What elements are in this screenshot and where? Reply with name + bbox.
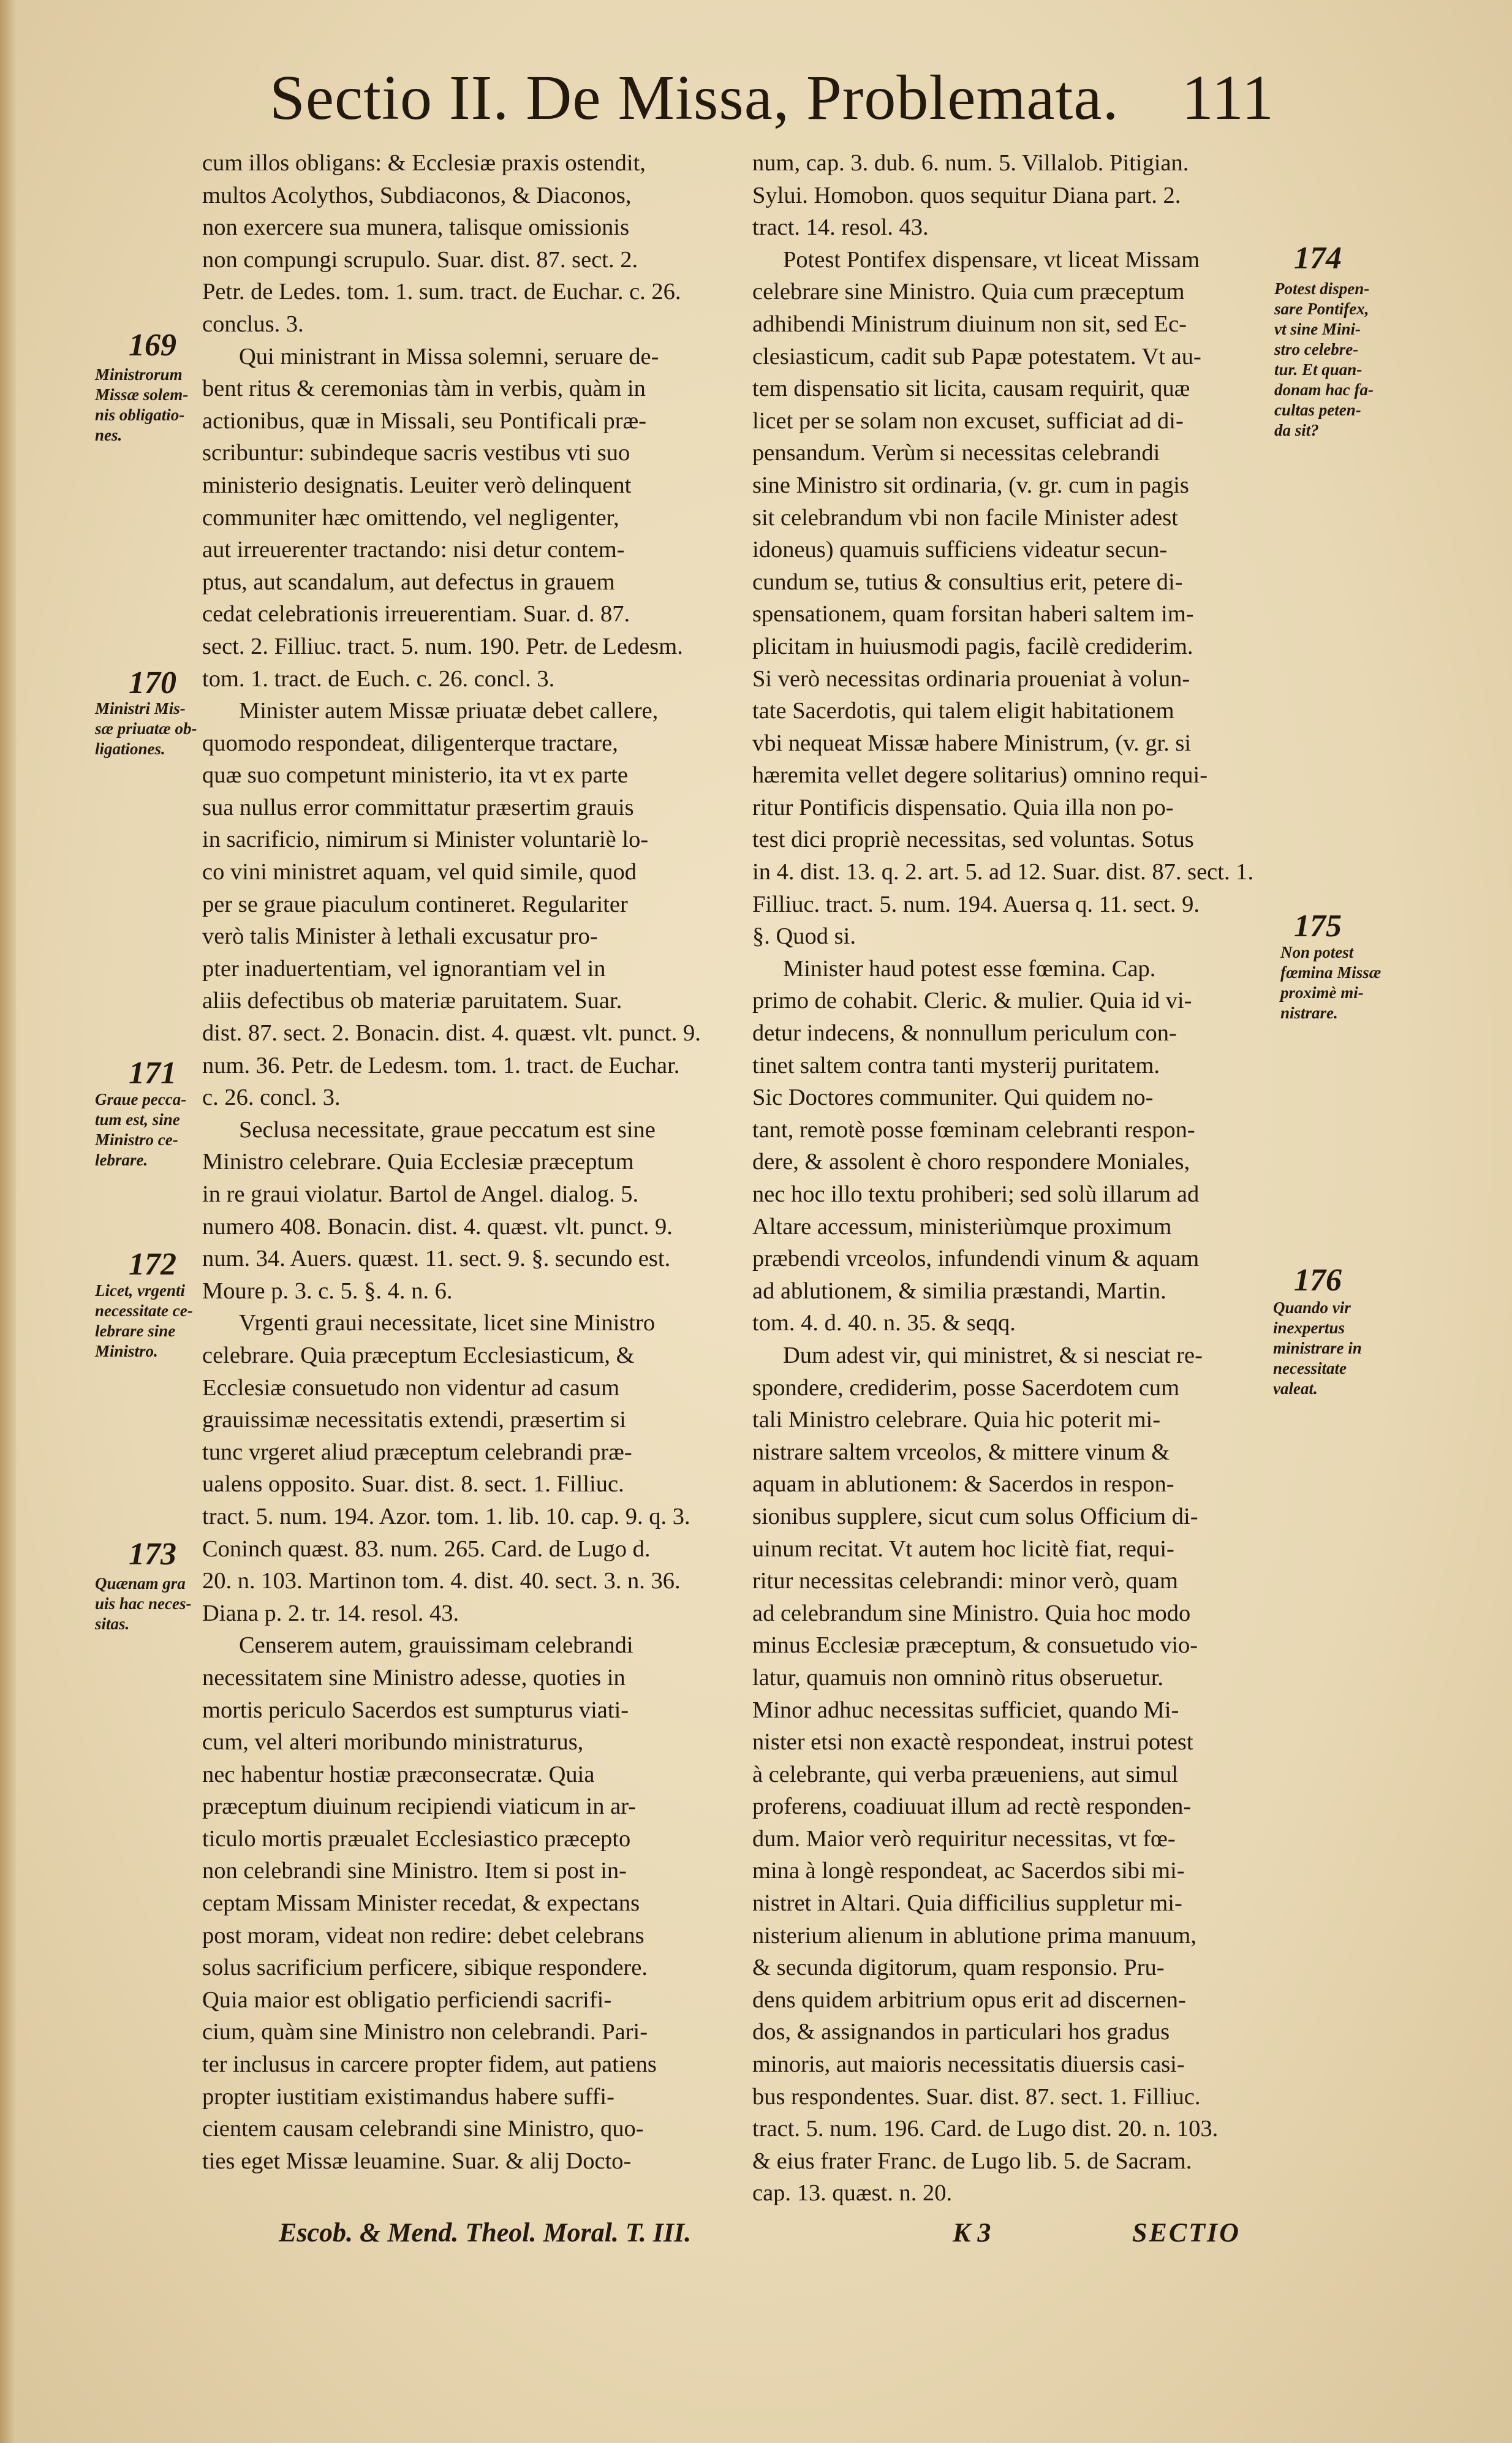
text-line: Altare accessum, ministeriùmque proximum — [752, 1213, 1172, 1240]
text-line: sine Ministro sit ordinaria, (v. gr. cum in pagis — [752, 472, 1189, 498]
text-line: quæ suo competunt ministerio, ita vt ex parte — [202, 762, 629, 789]
text-line: dere, & assolent è choro respondere Moniales, — [752, 1149, 1190, 1175]
text-line: bus respondentes. Suar. dist. 87. sect. 1. Filliuc. — [752, 2083, 1201, 2110]
note-line: nes. — [95, 426, 123, 444]
right-text-column — [752, 147, 1266, 2210]
note-line: necessitate ce- — [95, 1301, 193, 1320]
text-line: ptus, aut scandalum, aut defectus in grauem — [202, 569, 615, 595]
note-line: proximè mi- — [1280, 983, 1364, 1002]
text-line: Coninch quæst. 83. num. 265. Card. de Lugo d. — [202, 1536, 651, 1562]
note-line: sæ priuatæ ob- — [95, 719, 197, 738]
text-line: cundum se, tutius & consultius erit, petere di- — [752, 569, 1183, 595]
text-line: spondere, crediderim, posse Sacerdotem cum — [752, 1374, 1180, 1401]
text-line: ceptam Missam Minister recedat, & expectans — [202, 1890, 640, 1917]
text-line: tom. 1. tract. de Euch. c. 26. concl. 3. — [202, 665, 555, 692]
text-line: dist. 87. sect. 2. Bonacin. dist. 4. quæst. vlt. punct. 9. — [202, 1020, 701, 1047]
text-line: pter inaduertentiam, vel ignorantiam vel in — [202, 955, 606, 982]
text-line: tinet saltem contra tanti mysterij puritatem. — [752, 1052, 1160, 1078]
text-line: tate Sacerdotis, qui talem eligit habitationem — [752, 698, 1174, 724]
note-line: lebrare sine — [95, 1322, 176, 1340]
paragraph-number: 169 — [129, 328, 176, 363]
note-line: da sit? — [1274, 421, 1319, 439]
marginal-note — [1273, 1298, 1362, 1399]
marginal-note — [95, 1089, 186, 1170]
text-line: tract. 14. resol. 43. — [752, 214, 929, 241]
text-line: test dici propriè necessitas, sed voluntas. Sotus — [752, 827, 1194, 853]
text-line: præbendi vrceolos, infundendi vinum & aquam — [752, 1246, 1200, 1272]
text-line: quomodo respondeat, diligenterque tractare, — [202, 730, 618, 756]
text-line: ticulo mortis præualet Ecclesiastico præcepto — [202, 1825, 631, 1852]
text-line: proferens, coadiuuat illum ad rectè responden- — [752, 1793, 1192, 1820]
note-line: necessitate — [1273, 1359, 1347, 1377]
text-line: mortis periculo Sacerdos est sumpturus viati- — [202, 1697, 629, 1723]
text-line: cedat celebrationis irreuerentiam. Suar. d. 87. — [202, 601, 630, 627]
text-line: ad celebrandum sine Ministro. Quia hoc modo — [752, 1600, 1191, 1626]
text-line: Petr. de Ledes. tom. 1. sum. tract. de Euchar. c. 26. — [202, 279, 681, 305]
text-line: non compungi scrupulo. Suar. dist. 87. sect. 2. — [202, 246, 638, 273]
text-line: num. 34. Auers. quæst. 11. sect. 9. §. secundo est. — [202, 1246, 671, 1272]
note-line: nistrare. — [1280, 1004, 1338, 1022]
text-line: licet per se solam non excuset, sufficiat ad di- — [752, 407, 1184, 434]
marginal-note — [1280, 942, 1381, 1023]
marginal-note — [95, 699, 197, 759]
text-line: pensandum. Verùm si necessitas celebrandi — [752, 440, 1160, 466]
note-line: Missæ solem- — [95, 385, 189, 404]
text-line: Sic Doctores communiter. Qui quidem no- — [752, 1085, 1154, 1111]
note-line: tur. Et quan- — [1274, 360, 1363, 379]
text-line: ministerio designatis. Leuiter verò delinquent — [202, 472, 632, 498]
note-line: sitas. — [95, 1615, 130, 1633]
text-line: tom. 4. d. 40. n. 35. & seqq. — [752, 1310, 1016, 1336]
text-line: Seclusa necessitate, graue peccatum est sine — [239, 1116, 656, 1143]
note-line: uis hac neces- — [95, 1594, 192, 1613]
text-line: nister etsi non exactè respondeat, instrui potest — [752, 1729, 1193, 1756]
note-line: vt sine Mini- — [1274, 320, 1361, 338]
note-line: Potest dispen- — [1274, 279, 1370, 298]
text-line: præceptum diuinum recipiendi viaticum in ar- — [202, 1793, 637, 1820]
footer-catchline: Escob. & Mend. Theol. Moral. T. III. — [279, 2218, 692, 2248]
text-line: cientem causam celebrandi sine Ministro, quo- — [202, 2116, 644, 2142]
text-line: vbi nequeat Missæ habere Ministrum, (v. gr. si — [752, 730, 1192, 756]
text-line: Dum adest vir, qui ministret, & si nesciat re- — [783, 1342, 1203, 1368]
text-line: numero 408. Bonacin. dist. 4. quæst. vlt. punct. 9. — [202, 1213, 673, 1240]
text-line: per se graue piaculum contineret. Regulariter — [202, 891, 628, 917]
text-line: tract. 5. num. 194. Azor. tom. 1. lib. 10. cap. 9. q. 3. — [202, 1503, 690, 1529]
note-line: Ministro ce- — [95, 1131, 178, 1149]
note-line: nis obligatio- — [95, 406, 185, 424]
marginal-note — [1274, 279, 1374, 441]
text-line: dum. Maior verò requiritur necessitas, vt fœ- — [752, 1825, 1176, 1852]
text-line: plicitam in huiusmodi pagis, facilè crediderim. — [752, 633, 1193, 659]
left-text-column — [202, 147, 728, 2177]
text-line: à celebrante, qui verba præueniens, aut simul — [752, 1761, 1178, 1787]
text-line: 20. n. 103. Martinon tom. 4. dist. 40. sect. 3. n. 36. — [202, 1568, 681, 1594]
text-line: uinum recitat. Vt autem hoc licitè fiat, requi- — [752, 1536, 1174, 1562]
text-line: Potest Pontifex dispensare, vt liceat Missam — [783, 246, 1200, 273]
text-line: §. Quod si. — [752, 923, 856, 950]
text-line: ritur Pontificis dispensatio. Quia illa non po- — [752, 794, 1174, 820]
text-line: aut irreuerenter tractando: nisi detur contem- — [202, 537, 625, 563]
text-line: verò talis Minister à lethali excusatur pro- — [202, 923, 598, 950]
text-line: dos, & assignandos in particulari hos gradus — [752, 2019, 1170, 2045]
text-line: clesiasticum, cadit sub Papæ potestatem. Vt au- — [752, 343, 1201, 369]
paragraph-number: 171 — [129, 1056, 176, 1091]
text-line: aquam in ablutionem: & Sacerdos in respon- — [752, 1471, 1174, 1498]
text-line: non celebrandi sine Ministro. Item si post in- — [202, 1858, 627, 1884]
text-line: communiter hæc omittendo, vel negligenter, — [202, 504, 619, 531]
paragraph-number: 176 — [1294, 1263, 1342, 1298]
text-line: actionibus, quæ in Missali, seu Pontificali præ- — [202, 407, 647, 434]
text-line: primo de cohabit. Cleric. & mulier. Quia id vi- — [752, 988, 1192, 1014]
text-line: minoris, aut maioris necessitatis diuersis casi- — [752, 2051, 1185, 2078]
paragraph-number: 170 — [129, 665, 176, 700]
text-line: ualens opposito. Suar. dist. 8. sect. 1. Filliuc. — [202, 1471, 624, 1498]
text-line: nistrare saltem vrceolos, & mittere vinum & — [752, 1439, 1170, 1465]
text-line: celebrare sine Ministro. Quia cum præceptum — [752, 279, 1185, 305]
text-line: Minister autem Missæ priuatæ debet callere, — [239, 698, 659, 724]
text-line: in 4. dist. 13. q. 2. art. 5. ad 12. Suar. dist. 87. sect. 1. — [752, 859, 1254, 885]
marginal-note — [95, 365, 188, 445]
text-line: Qui ministrant in Missa solemni, seruare de- — [239, 343, 659, 369]
text-line: Sylui. Homobon. quos sequitur Diana part. 2. — [752, 182, 1181, 208]
text-line: tem dispensatio sit licita, causam requirit, quæ — [752, 376, 1190, 402]
text-line: detur indecens, & nonnullum periculum con- — [752, 1020, 1177, 1047]
note-line: donam hac fa- — [1274, 381, 1374, 399]
text-line: tract. 5. num. 196. Card. de Lugo dist. 20. n. 103. — [752, 2116, 1219, 2142]
text-line: tant, remotè posse fœminam celebranti respon- — [752, 1116, 1195, 1143]
text-line: post moram, videat non redire: debet celebrans — [202, 1922, 644, 1949]
text-line: latur, quamuis non omninò ritus obseruetur. — [752, 1664, 1164, 1691]
paragraph-number: 175 — [1294, 909, 1342, 944]
text-line: nec hoc illo textu prohiberi; sed solù illarum ad — [752, 1181, 1200, 1207]
note-line: Licet, vrgenti — [95, 1281, 185, 1300]
text-line: sua nullus error committatur præsertim grauis — [202, 794, 634, 820]
text-line: Ministro celebrare. Quia Ecclesiæ præceptum — [202, 1149, 634, 1175]
note-line: stro celebre- — [1274, 340, 1359, 358]
note-line: valeat. — [1273, 1379, 1318, 1398]
text-line: mina à longè respondeat, ac Sacerdos sibi mi- — [752, 1858, 1185, 1884]
paragraph-number: 173 — [129, 1537, 176, 1572]
note-line: Ministro. — [95, 1342, 158, 1360]
text-line: in sacrificio, nimirum si Minister voluntariè lo- — [202, 827, 649, 853]
note-line: Non potest — [1280, 943, 1354, 961]
text-line: Filliuc. tract. 5. num. 194. Auersa q. 11. sect. 9. — [752, 891, 1200, 917]
text-line: sionibus supplere, sicut cum solus Officium di- — [752, 1503, 1198, 1529]
text-line: conclus. 3. — [202, 311, 304, 337]
note-line: cultas peten- — [1274, 401, 1361, 419]
note-line: sare Pontifex, — [1274, 300, 1369, 318]
text-line: co vini ministret aquam, vel quid simile, quod — [202, 859, 637, 885]
text-line: multos Acolythos, Subdiaconos, & Diaconos, — [202, 182, 632, 208]
note-line: fœmina Missæ — [1280, 963, 1382, 982]
text-line: nistret in Altari. Quia difficilius suppletur mi- — [752, 1890, 1182, 1917]
text-line: sect. 2. Filliuc. tract. 5. num. 190. Petr. de Ledesm. — [202, 633, 683, 659]
text-line: ritur necessitas celebrandi: minor verò, quam — [752, 1568, 1178, 1594]
text-line: num. 36. Petr. de Ledesm. tom. 1. tract. de Euchar. — [202, 1052, 680, 1078]
text-line: Ecclesiæ consuetudo non videntur ad casum — [202, 1374, 620, 1401]
text-line: Minister haud potest esse fœmina. Cap. — [783, 955, 1156, 982]
paragraph-number: 172 — [129, 1247, 176, 1282]
note-line: Quænam gra — [95, 1574, 186, 1593]
text-line: cum illos obligans: & Ecclesiæ praxis ostendit, — [202, 150, 646, 176]
text-line: num, cap. 3. dub. 6. num. 5. Villalob. Pitigian. — [752, 150, 1189, 176]
text-line: minus Ecclesiæ præceptum, & consuetudo vio- — [752, 1632, 1198, 1659]
text-line: Censerem autem, grauissimam celebrandi — [239, 1632, 633, 1659]
text-line: bent ritus & ceremonias tàm in verbis, quàm in — [202, 376, 646, 402]
text-line: hæremita vellet degere solitarius) omnino requi- — [752, 762, 1208, 789]
page-title: Sectio II. De Missa, Problemata. — [270, 62, 1119, 133]
text-line: cap. 13. quæst. n. 20. — [752, 2180, 953, 2206]
text-line: dens quidem arbitrium opus erit ad discernen- — [752, 1987, 1186, 2013]
note-line: Ministrorum — [95, 365, 183, 384]
text-line: nisterium alienum in ablutione prima manuum, — [752, 1922, 1196, 1949]
note-line: inexpertus — [1273, 1319, 1345, 1337]
note-line: tum est, sine — [95, 1110, 180, 1129]
text-line: in re graui violatur. Bartol de Angel. dialog. 5. — [202, 1181, 639, 1207]
text-line: necessitatem sine Ministro adesse, quoties in — [202, 1664, 626, 1691]
text-line: aliis defectibus ob materiæ paruitatem. Suar. — [202, 988, 622, 1014]
text-line: & secunda digitorum, quam responsio. Pru- — [752, 1955, 1165, 1981]
running-header — [270, 61, 1274, 141]
text-line: Quia maior est obligatio perficiendi sacrifi- — [202, 1987, 612, 2013]
text-line: Minor adhuc necessitas sufficiet, quando Mi- — [752, 1697, 1179, 1723]
note-line: Quando vir — [1273, 1298, 1351, 1317]
page-number: 111 — [1181, 62, 1274, 133]
note-line: Graue pecca- — [95, 1090, 187, 1108]
text-line: spensationem, quam forsitan haberi saltem im- — [752, 601, 1194, 627]
text-line: nec habentur hostiæ præconsecratæ. Quia — [202, 1761, 595, 1787]
text-line: Diana p. 2. tr. 14. resol. 43. — [202, 1600, 459, 1626]
text-line: tunc vrgeret aliud præceptum celebrandi præ- — [202, 1439, 632, 1465]
marginal-note — [95, 1281, 193, 1362]
note-line: ministrare in — [1273, 1339, 1362, 1357]
text-line: sit celebrandum vbi non facile Minister adest — [752, 504, 1178, 531]
text-line: scribuntur: subindeque sacris vestibus vti suo — [202, 440, 630, 466]
text-line: non exercere sua munera, talisque omissionis — [202, 214, 630, 241]
footer-signature: K 3 — [953, 2218, 991, 2248]
text-line: c. 26. concl. 3. — [202, 1085, 341, 1111]
text-line: Si verò necessitas ordinaria proueniat à volun- — [752, 665, 1190, 692]
footer-catchword: SECTIO — [1132, 2218, 1241, 2248]
text-line: ad ablutionem, & similia præstandi, Martin. — [752, 1278, 1166, 1304]
note-line: Ministri Mis- — [95, 699, 186, 718]
text-line: grauissimæ necessitatis extendi, præsertim si — [202, 1407, 626, 1433]
text-line: ties eget Missæ leuamine. Suar. & alij Docto- — [202, 2148, 632, 2174]
text-line: solus sacrificium perficere, sibique respondere. — [202, 1955, 648, 1981]
text-line: tali Ministro celebrare. Quia hic poterit mi- — [752, 1407, 1161, 1433]
text-line: cum, vel alteri moribundo ministraturus, — [202, 1729, 584, 1756]
text-line: cium, quàm sine Ministro non celebrandi. Pari- — [202, 2019, 648, 2045]
note-line: ligationes. — [95, 740, 165, 758]
text-line: idoneus) quamuis sufficiens videatur secun- — [752, 537, 1168, 563]
note-line: lebrare. — [95, 1151, 148, 1169]
text-line: adhibendi Ministrum diuinum non sit, sed Ec- — [752, 311, 1187, 337]
text-line: celebrare. Quia præceptum Ecclesiasticum, & — [202, 1342, 635, 1368]
text-line: propter iustitiam existimandus habere suffi- — [202, 2083, 614, 2110]
text-line: ter inclusus in carcere propter fidem, aut patiens — [202, 2051, 657, 2078]
marginal-note — [95, 1574, 192, 1634]
paragraph-number: 174 — [1294, 241, 1342, 276]
text-line: Vrgenti graui necessitate, licet sine Ministro — [239, 1310, 656, 1336]
text-line: & eius frater Franc. de Lugo lib. 5. de Sacram. — [752, 2148, 1192, 2174]
text-line: Moure p. 3. c. 5. §. 4. n. 6. — [202, 1278, 453, 1304]
